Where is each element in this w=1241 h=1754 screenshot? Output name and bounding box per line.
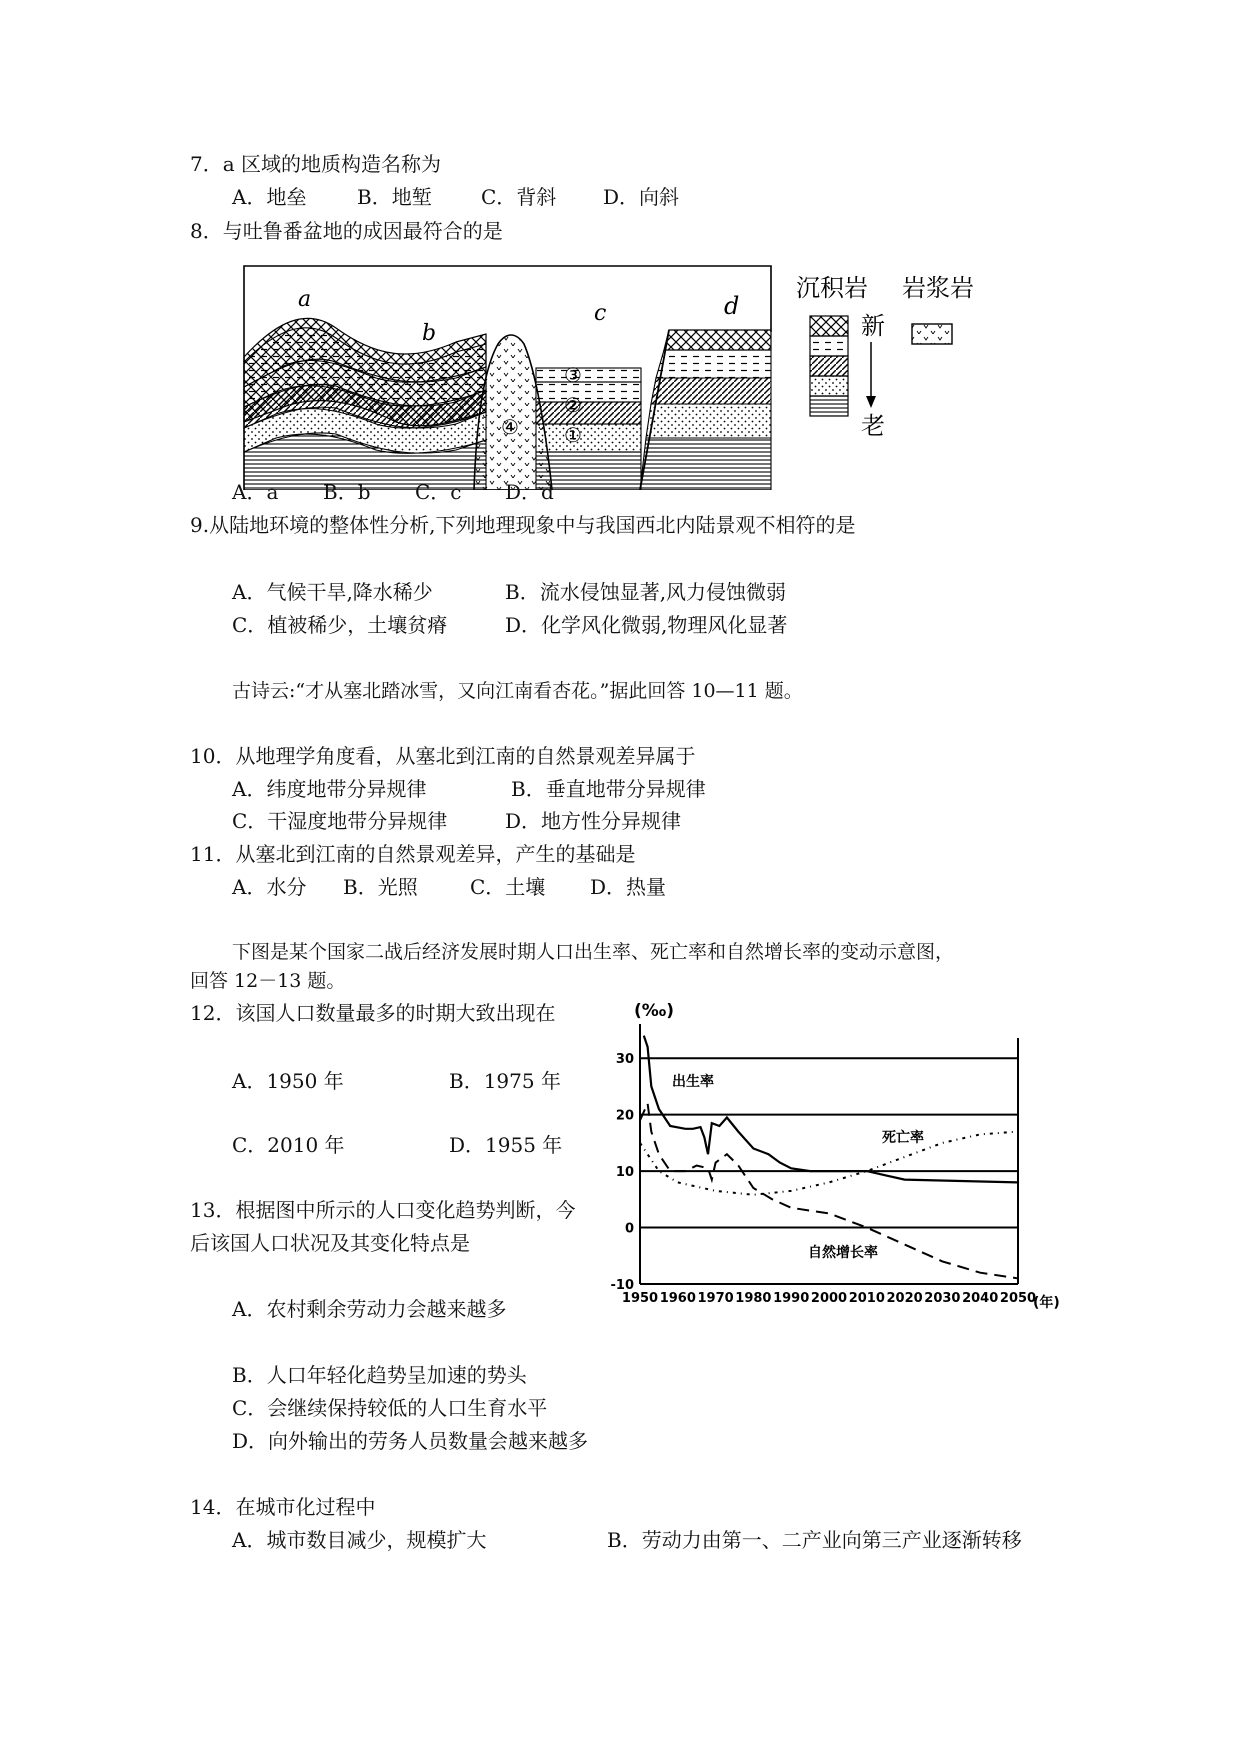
y-tick-label: 10 — [615, 1165, 634, 1181]
q13-stem-line1: 13．根据图中所示的人口变化趋势判断，今 — [190, 1198, 576, 1222]
q10-option-c: C．干湿度地带分异规律 — [232, 809, 448, 833]
q10-option-d: D．地方性分异规律 — [505, 809, 682, 833]
layer-mark-3: ③ — [564, 363, 582, 387]
q9-option-a: A．气候干旱,降水稀少 — [232, 580, 433, 604]
x-tick-label: 2050 — [999, 1291, 1037, 1306]
q12-option-d: D．1955 年 — [449, 1133, 563, 1157]
region-label-b: b — [422, 321, 437, 346]
q11-stem: 11．从塞北到江南的自然景观差异，产生的基础是 — [190, 842, 636, 866]
layer-mark-4: ④ — [501, 415, 519, 439]
series-label-death-rate: 死亡率 — [882, 1130, 924, 1146]
q12-option-c: C．2010 年 — [232, 1133, 345, 1157]
q11-option-d: D．热量 — [590, 875, 667, 899]
legend-sedimentary-label: 沉积岩 — [796, 274, 868, 302]
q12-option-b: B．1975 年 — [449, 1069, 561, 1093]
y-tick-label: 30 — [615, 1052, 634, 1068]
x-tick-label: 2020 — [886, 1291, 923, 1306]
y-tick-label: 20 — [615, 1108, 634, 1124]
q8-option-d: D．d — [505, 480, 554, 504]
q10-option-b: B．垂直地带分异规律 — [511, 777, 706, 801]
legend-igneous-label: 岩浆岩 — [902, 274, 974, 302]
x-tick-label: 2000 — [810, 1291, 848, 1306]
death-rate-line — [640, 1132, 1018, 1195]
q7-option-a: A．地垒 — [232, 185, 307, 209]
chart-intro-line2: 回答 12－13 题。 — [190, 970, 346, 992]
region-label-c: c — [594, 301, 607, 326]
chart-intro-line1: 下图是某个国家二战后经济发展时期人口出生率、死亡率和自然增长率的变动示意图， — [232, 941, 955, 963]
q9-option-d: D．化学风化微弱,物理风化显著 — [505, 613, 788, 637]
legend-old-label: 老 — [861, 412, 885, 440]
x-tick-label: 1990 — [773, 1291, 810, 1306]
q8-stem: 8．与吐鲁番盆地的成因最符合的是 — [190, 219, 503, 243]
layer-mark-2: ② — [564, 393, 582, 417]
q14-stem: 14．在城市化过程中 — [190, 1495, 376, 1519]
q8-option-a: A．a — [232, 480, 279, 504]
q7-option-c: C．背斜 — [481, 185, 557, 209]
x-tick-label: 2010 — [848, 1291, 885, 1306]
chart-y-unit: (‰) — [634, 1001, 675, 1021]
chart-x-unit: (年) — [1033, 1295, 1060, 1311]
q9-option-b: B．流水侵蚀显著,风力侵蚀微弱 — [505, 580, 787, 604]
layer-mark-1: ① — [564, 423, 582, 447]
x-tick-label: 1980 — [735, 1291, 772, 1306]
x-tick-label: 2040 — [962, 1291, 999, 1306]
region-label-a: a — [298, 287, 312, 312]
legend-new-label: 新 — [861, 312, 885, 340]
series-label-birth-rate: 出生率 — [672, 1074, 714, 1090]
q11-option-b: B．光照 — [343, 875, 418, 899]
population-rate-chart — [600, 994, 1080, 1324]
q8-option-b: B．b — [323, 480, 371, 504]
q13-option-a: A．农村剩余劳动力会越来越多 — [232, 1297, 507, 1321]
q10-stem: 10．从地理学角度看，从塞北到江南的自然景观差异属于 — [190, 744, 696, 768]
q10-option-a: A．纬度地带分异规律 — [232, 777, 427, 801]
geologic-cross-section — [236, 262, 986, 490]
q7-stem: 7．a 区域的地质构造名称为 — [190, 152, 442, 176]
q13-option-b: B．人口年轻化趋势呈加速的势头 — [232, 1363, 527, 1387]
q7-option-d: D．向斜 — [603, 185, 680, 209]
q13-option-c: C．会继续保持较低的人口生育水平 — [232, 1396, 548, 1420]
q12-stem: 12．该国人口数量最多的时期大致出现在 — [190, 1001, 556, 1025]
q13-stem-line2: 后该国人口状况及其变化特点是 — [190, 1231, 470, 1255]
q9-option-c: C．植被稀少，土壤贫瘠 — [232, 613, 448, 637]
q11-option-c: C．土壤 — [470, 875, 546, 899]
q7-option-b: B．地堑 — [357, 185, 432, 209]
q14-option-b: B．劳动力由第一、二产业向第三产业逐渐转移 — [607, 1528, 1022, 1552]
x-tick-label: 1970 — [697, 1291, 734, 1306]
x-tick-label: 2030 — [924, 1291, 961, 1306]
x-tick-label: 1950 — [621, 1291, 659, 1306]
y-tick-label: 0 — [624, 1221, 634, 1237]
q8-option-c: C．c — [415, 480, 462, 504]
q11-option-a: A．水分 — [232, 875, 307, 899]
q9-stem: 9.从陆地环境的整体性分析,下列地理现象中与我国西北内陆景观不相符的是 — [190, 513, 856, 537]
q14-option-a: A．城市数目减少，规模扩大 — [232, 1528, 487, 1552]
y-tick-label: -10 — [610, 1278, 634, 1293]
poem-intro: 古诗云:“才从塞北踏冰雪，又向江南看杏花。”据此回答 10—11 题。 — [232, 680, 803, 702]
series-label-natural-growth: 自然增长率 — [808, 1245, 878, 1261]
region-label-d: d — [724, 292, 740, 320]
q12-option-a: A．1950 年 — [232, 1069, 344, 1093]
x-tick-label: 1960 — [659, 1291, 696, 1306]
q13-option-d: D．向外输出的劳务人员数量会越来越多 — [232, 1429, 589, 1453]
